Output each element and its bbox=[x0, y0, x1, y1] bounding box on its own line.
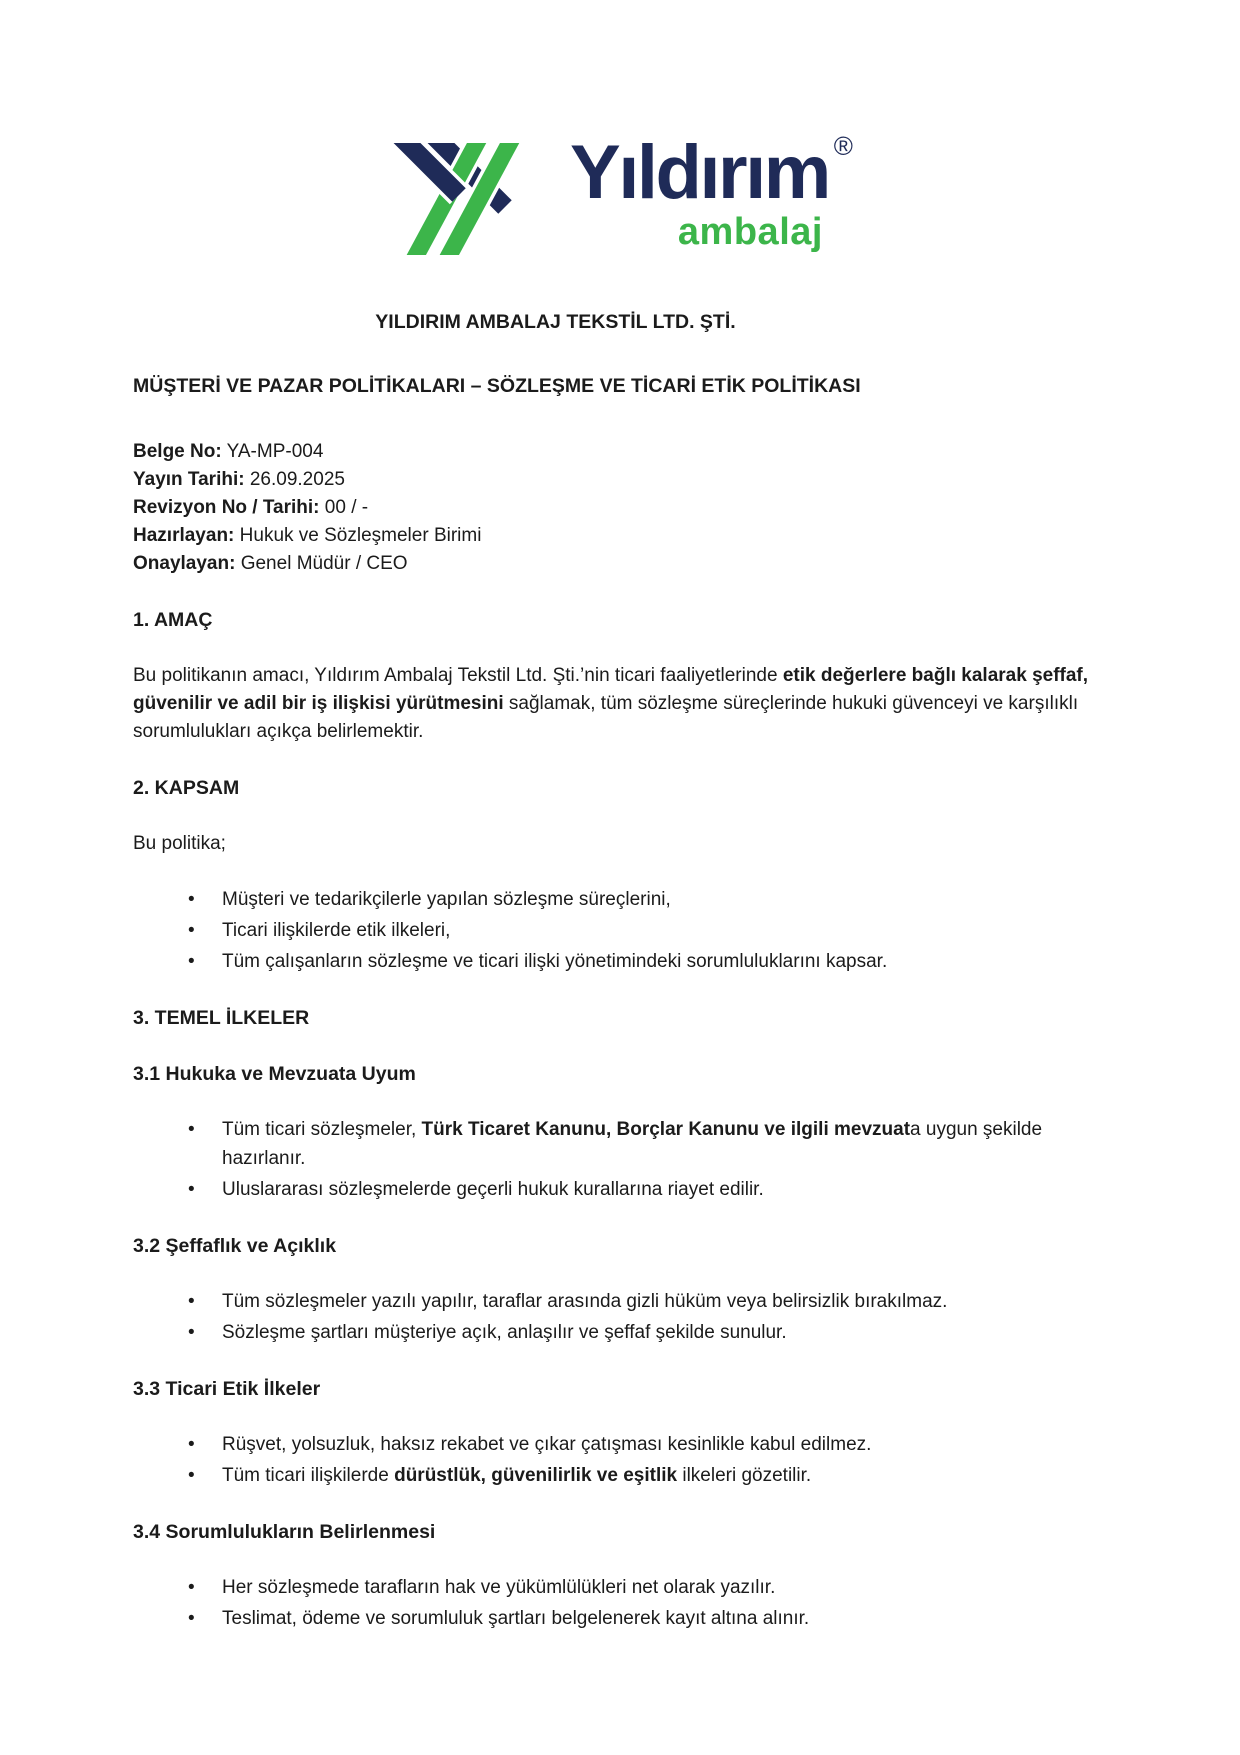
metadata-block bbox=[133, 438, 1105, 578]
policy-section bbox=[133, 606, 1105, 746]
metadata-label: Hazırlayan: bbox=[133, 525, 235, 546]
metadata-value: Hukuk ve Sözleşmeler Birimi bbox=[234, 525, 482, 546]
metadata-value: YA-MP-004 bbox=[221, 441, 324, 462]
bullet-item bbox=[133, 916, 1105, 945]
bullet-item bbox=[133, 885, 1105, 914]
policy-section bbox=[133, 1060, 1105, 1204]
bullet-list bbox=[133, 1573, 1105, 1633]
logo-text bbox=[570, 130, 853, 253]
document-title: MÜŞTERİ VE PAZAR POLİTİKALARI – SÖZLEŞME VE TİCARİ ETİK POLİTİKASI bbox=[133, 375, 861, 397]
section-heading: 3.4 Sorumlulukların Belirlenmesi bbox=[133, 1521, 436, 1543]
bullet-item bbox=[133, 1318, 1105, 1347]
text-run: Her sözleşmede tarafların hak ve yükümlülükleri net olarak yazılır. bbox=[222, 1577, 776, 1598]
section-heading: 3. TEMEL İLKELER bbox=[133, 1007, 310, 1029]
bullet-list bbox=[133, 1430, 1105, 1490]
policy-section bbox=[133, 1004, 1105, 1032]
brand-subtext: ambalaj bbox=[677, 211, 823, 253]
metadata-row bbox=[133, 438, 1105, 466]
metadata-label: Belge No: bbox=[133, 441, 222, 462]
text-run: Bu politika; bbox=[133, 833, 226, 854]
section-heading: 3.1 Hukuka ve Mevzuata Uyum bbox=[133, 1063, 416, 1085]
text-run: Tüm çalışanların sözleşme ve ticari ilişki yönetimindeki sorumluluklarını kapsar. bbox=[222, 951, 888, 972]
company-title: YILDIRIM AMBALAJ TEKSTİL LTD. ŞTİ. bbox=[375, 311, 736, 333]
bullet-item bbox=[133, 947, 1105, 976]
bullet-list bbox=[133, 885, 1105, 976]
bullet-item bbox=[133, 1287, 1105, 1316]
registered-trademark-icon: ® bbox=[833, 131, 853, 161]
text-run: Bu politikanın amacı, Yıldırım Ambalaj Tekstil Ltd. Şti.’nin ticari faaliyetlerinde bbox=[133, 665, 783, 686]
metadata-value: Genel Müdür / CEO bbox=[235, 553, 408, 574]
section-heading: 1. AMAÇ bbox=[133, 609, 213, 631]
text-run: Uluslararası sözleşmelerde geçerli hukuk kurallarına riayet edilir. bbox=[222, 1179, 764, 1200]
policy-section bbox=[133, 1232, 1105, 1347]
brand-wordmark: Yıldırım bbox=[570, 130, 829, 215]
metadata-row bbox=[133, 494, 1105, 522]
section-heading: 3.2 Şeffaflık ve Açıklık bbox=[133, 1235, 337, 1257]
bullet-list bbox=[133, 1115, 1105, 1204]
policy-section bbox=[133, 1375, 1105, 1490]
company-logo bbox=[133, 130, 1105, 258]
bold-text-run: dürüstlük, güvenilirlik ve eşitlik bbox=[394, 1465, 678, 1486]
bold-text-run: Türk Ticaret Kanunu, Borçlar Kanunu ve ilgili mevzuat bbox=[421, 1119, 911, 1140]
metadata-row bbox=[133, 466, 1105, 494]
sections-container bbox=[133, 606, 1105, 1633]
metadata-row bbox=[133, 550, 1105, 578]
metadata-label: Onaylayan: bbox=[133, 553, 236, 574]
text-run: Tüm ticari ilişkilerde bbox=[222, 1465, 395, 1486]
bullet-item bbox=[133, 1604, 1105, 1633]
paragraph bbox=[133, 830, 1105, 858]
bullet-item bbox=[133, 1430, 1105, 1459]
section-heading: 3.3 Ticari Etik İlkeler bbox=[133, 1378, 321, 1400]
section-heading: 2. KAPSAM bbox=[133, 777, 240, 799]
text-run: Rüşvet, yolsuzluk, haksız rekabet ve çıkar çatışması kesinlikle kabul edilmez. bbox=[222, 1434, 872, 1455]
bullet-item bbox=[133, 1573, 1105, 1602]
text-run: Teslimat, ödeme ve sorumluluk şartları belgelenerek kayıt altına alınır. bbox=[222, 1608, 810, 1629]
text-run: Tüm sözleşmeler yazılı yapılır, taraflar arasında gizli hüküm veya belirsizlik bırakılmaz. bbox=[222, 1291, 948, 1312]
bullet-list bbox=[133, 1287, 1105, 1347]
text-run: Sözleşme şartları müşteriye açık, anlaşılır ve şeffaf şekilde sunulur. bbox=[222, 1322, 787, 1343]
bold-text-run: etik değerlere bağlı kalarak şeffaf, güvenilir ve adil bir iş ilişkisi yürütmesini bbox=[133, 665, 1089, 714]
bullet-item bbox=[133, 1461, 1105, 1490]
text-run: sağlamak, tüm sözleşme süreçlerinde hukuki güvenceyi ve karşılıklı sorumlulukları açıkça belirlemektir. bbox=[133, 693, 1079, 742]
bullet-item bbox=[133, 1115, 1105, 1173]
text-run: a uygun şekilde hazırlanır. bbox=[222, 1119, 1043, 1169]
policy-section bbox=[133, 774, 1105, 976]
policy-section bbox=[133, 1518, 1105, 1633]
bullet-item bbox=[133, 1175, 1105, 1204]
text-run: Ticari ilişkilerde etik ilkeleri, bbox=[222, 920, 451, 941]
text-run: ilkeleri gözetilir. bbox=[677, 1465, 812, 1486]
logo-y-mark-icon bbox=[385, 143, 550, 258]
text-run: Tüm ticari sözleşmeler, bbox=[222, 1119, 422, 1140]
metadata-value: 00 / - bbox=[319, 497, 369, 518]
text-run: Müşteri ve tedarikçilerle yapılan sözleşme süreçlerini, bbox=[222, 889, 671, 910]
metadata-value: 26.09.2025 bbox=[244, 469, 345, 490]
metadata-label: Yayın Tarihi: bbox=[133, 469, 245, 490]
metadata-label: Revizyon No / Tarihi: bbox=[133, 497, 320, 518]
paragraph bbox=[133, 662, 1105, 746]
metadata-row bbox=[133, 522, 1105, 550]
